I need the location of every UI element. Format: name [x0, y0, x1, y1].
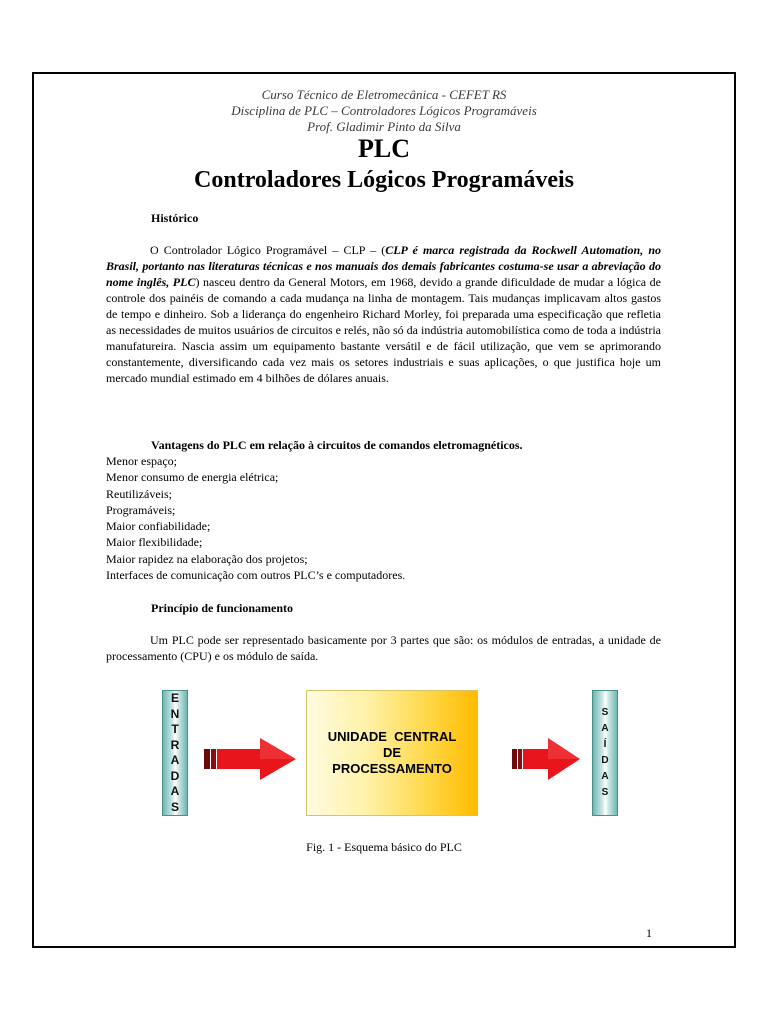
historico-paragraph	[106, 242, 661, 386]
entradas-letter: A	[170, 753, 180, 767]
entradas-letter: E	[170, 691, 179, 705]
principio-text: Um PLC pode ser representado basicamente por 3 partes que são: os módulos de entradas, a unidade de processamento (CPU) e os módulo de saída.	[106, 633, 661, 663]
list-item: Maior confiabilidade;	[106, 519, 211, 534]
vantagens-list	[106, 453, 661, 583]
entradas-box	[162, 690, 188, 816]
historico-text-start: O Controlador Lógico Programável – CLP – (	[150, 243, 386, 257]
entradas-letter: A	[170, 784, 180, 798]
entradas-letter: N	[170, 706, 180, 721]
input-arrow-icon	[204, 736, 298, 782]
figure-caption: Fig. 1 - Esquema básico do PLC	[306, 840, 462, 854]
saidas-letter: Í	[603, 739, 607, 750]
saidas-letter: A	[601, 723, 609, 734]
cpu-box	[306, 690, 478, 816]
saidas-letter: S	[601, 787, 609, 798]
output-arrow-icon	[512, 736, 582, 782]
list-item: Reutilizáveis;	[106, 486, 172, 501]
discipline-header: Disciplina de PLC – Controladores Lógicos Programáveis	[231, 103, 537, 118]
cpu-label-line2: DE	[382, 745, 402, 760]
list-item: Maior rapidez na elaboração dos projetos;	[106, 551, 308, 566]
saidas-letter: S	[601, 707, 609, 718]
page-number: 1	[646, 926, 652, 940]
entradas-letter: D	[170, 768, 180, 783]
list-item: Menor consumo de energia elétrica;	[106, 470, 279, 485]
professor-header: Prof. Gladimir Pinto da Silva	[307, 119, 461, 134]
historico-text-rest: ) nasceu dentro da General Motors, em 1968, devido a grande dificuldade de mudar a lógica de controle dos painéis de comando a cada mudança na linha de montagem. Tais mudanças implicavam altos gastos de tempo e dinheiro. Sob a liderança do engenheiro Richard Morley, foi preparada uma especificação que refletia as necessidades de muitos usuários de circuitos e relés, não só da indústria automobilística como de toda a indústria manufatureira. Nascia assim um equipamento bastante versátil e de fácil utilização, que vem se aprimorando constantemente, diversificando cada vez mais os setores industriais e suas aplicações, o que justifica hoje um mercado mundial estimado em 4 bilhões de dólares anuais.	[106, 275, 661, 385]
saidas-letter: A	[601, 771, 609, 782]
principio-paragraph	[106, 632, 661, 664]
historico-text-emphasis: CLP é marca registrada da Rockwell Automation, no Brasil, portanto nas literaturas técnicas e nos manuais dos demais fabricantes costuma-se usar a abreviação do nome inglês, PLC	[106, 243, 661, 289]
section-heading-principio: Princípio de funcionamento	[151, 601, 294, 615]
page-title: PLC	[358, 134, 410, 163]
entradas-letter: S	[170, 799, 179, 814]
cpu-label-line1: UNIDADE CENTRAL	[327, 729, 457, 744]
section-heading-vantagens: Vantagens do PLC em relação à circuitos de comandos eletromagnéticos.	[151, 438, 523, 452]
entradas-letter: R	[170, 737, 180, 752]
list-item: Interfaces de comunicação com outros PLC’s e computadores.	[106, 568, 406, 583]
list-item: Maior flexibilidade;	[106, 535, 203, 550]
page-subtitle: Controladores Lógicos Programáveis	[194, 167, 574, 193]
list-item: Menor espaço;	[106, 454, 177, 468]
entradas-letter: T	[171, 722, 179, 736]
section-heading-historico: Histórico	[151, 211, 199, 225]
list-item: Programáveis;	[106, 502, 176, 517]
plc-block-diagram	[160, 688, 620, 830]
cpu-label-line3: PROCESSAMENTO	[332, 761, 452, 776]
saidas-letter: D	[601, 755, 609, 766]
course-header: Curso Técnico de Eletromecânica - CEFET RS	[261, 87, 507, 102]
saidas-box	[592, 690, 618, 816]
